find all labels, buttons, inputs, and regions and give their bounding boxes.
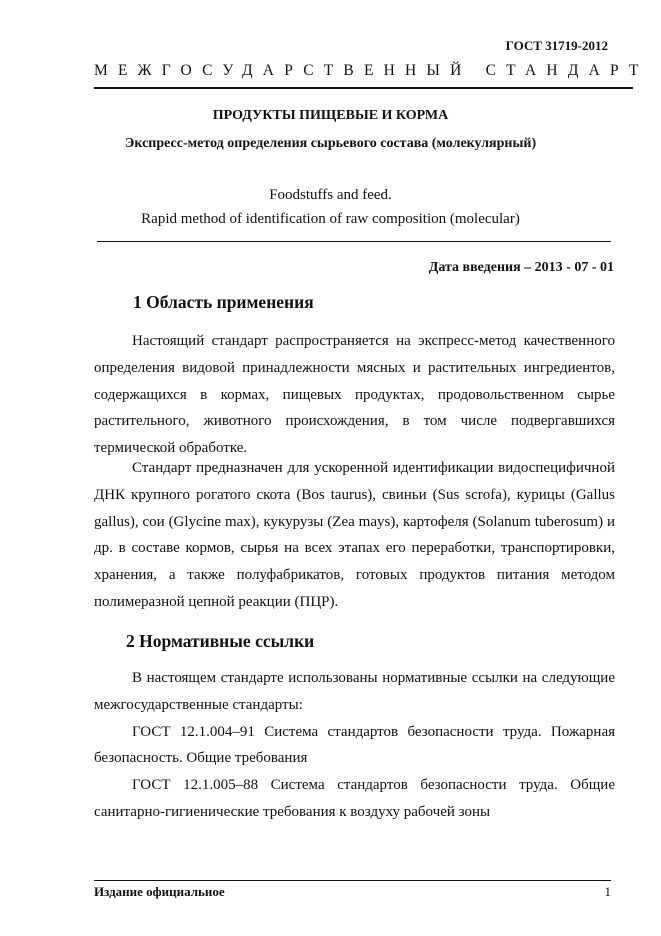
paragraph-text: Настоящий стандарт распространяется на экспресс-метод качественного определения видовой принадлежности мясных и растительных ингредиентов, содержащихся в кормах, пищевых продуктах, продовольственном сырье растительного, животного происхождения, в том числе подвергавшихся термической обработке. bbox=[94, 333, 615, 457]
section-scope-paragraph-2 bbox=[94, 455, 615, 616]
header-divider bbox=[94, 87, 633, 89]
footer-divider bbox=[94, 880, 611, 881]
subtitle-russian: Экспресс-метод определения сырьевого состава (молекулярный) bbox=[124, 136, 537, 151]
introduction-date: Дата введения – 2013 - 07 - 01 bbox=[428, 260, 614, 275]
document-code: ГОСТ 31719-2012 bbox=[505, 38, 608, 53]
section-references-body bbox=[94, 665, 615, 826]
subtitle-english: Rapid method of identification of raw composition (molecular) bbox=[141, 211, 520, 227]
reference-item: ГОСТ 12.1.005–88 Система стандартов безопасности труда. Общие санитарно-гигиенические требования к воздуху рабочей зоны bbox=[94, 777, 615, 820]
title-divider bbox=[97, 241, 611, 242]
title-english: Foodstuffs and feed. bbox=[269, 187, 392, 203]
section-scope-paragraph-1 bbox=[94, 328, 615, 462]
paragraph-text: В настоящем стандарте использованы нормативные ссылки на следующие межгосударственные стандарты: bbox=[94, 670, 615, 713]
edition-label: Издание официальное bbox=[94, 884, 225, 899]
section-heading-scope: 1 Область применения bbox=[133, 292, 314, 312]
reference-item: ГОСТ 12.1.004–91 Система стандартов безопасности труда. Пожарная безопасность. Общие требования bbox=[94, 723, 615, 767]
page-number: 1 bbox=[604, 884, 611, 899]
title-russian: ПРОДУКТЫ ПИЩЕВЫЕ И КОРМА bbox=[212, 108, 449, 123]
standard-banner: МЕЖГОСУДАРСТВЕННЫЙ СТАНДАРТ bbox=[94, 62, 649, 79]
section-heading-references: 2 Нормативные ссылки bbox=[126, 631, 315, 651]
paragraph-text: Стандарт предназначен для ускоренной идентификации видоспецифичной ДНК крупного рогатого скота (Bos taurus), свиньи (Sus scrofa), курицы (Gallus gallus), сои (Glycine max), кукурузы (Zea mays), картофеля (Solanum tuberosum) и др. в составе кормов, сырья на всех этапах его переработки, транспортировки, хранения, а также полуфабрикатов, готовых продуктов питания методом полимеразной цепной реакции (ПЦР). bbox=[94, 460, 615, 610]
